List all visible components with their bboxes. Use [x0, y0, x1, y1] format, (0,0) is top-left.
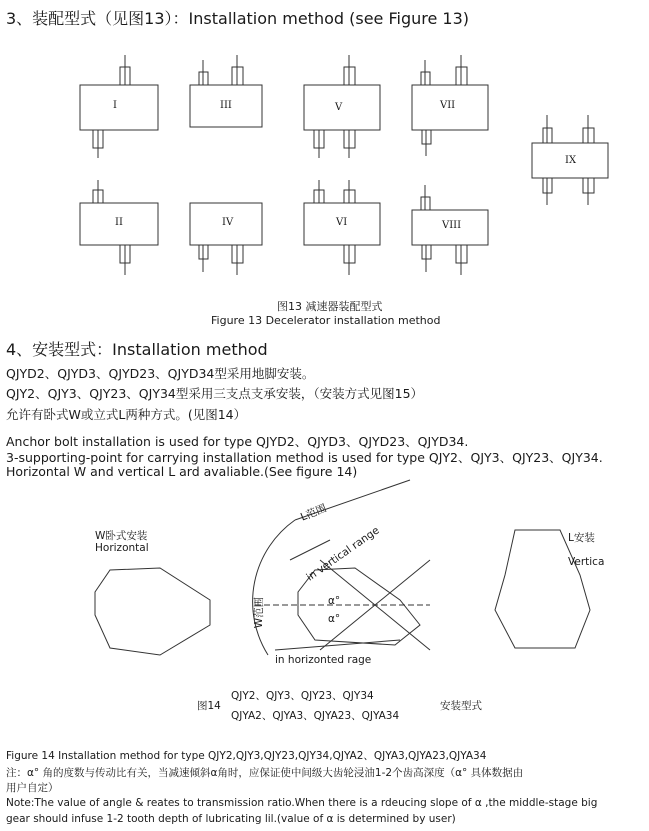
types-line-1: QJY2、QJY3、QJY23、QJY34 [231, 690, 374, 702]
cn-line-1: QJYD2、QJYD3、QJYD23、QJYD34型采用地脚安装。 [6, 366, 315, 381]
types-line-2: QJYA2、QJYA3、QJYA23、QJYA34 [231, 710, 400, 722]
label-IV: IV [222, 217, 234, 228]
label-VII: VII [440, 100, 456, 111]
vertical-range-label: in vertical range [304, 524, 382, 584]
label-VIII: VIII [442, 220, 462, 231]
label-III: III [220, 100, 232, 111]
en-line-1: Anchor bolt installation is used for type QJYD2、QJYD3、QJYD23、QJYD34. [6, 434, 469, 449]
figure-14-vertical-shape [495, 530, 590, 648]
config-III [190, 55, 262, 127]
en-line-3: Horizontal W and vertical L ard avaliable.(See figure 14) [6, 464, 358, 479]
install-type-label: 安装型式 [440, 700, 482, 712]
alpha-upper: α° [328, 595, 341, 607]
label-II: II [115, 217, 123, 228]
en-line-2: 3-supporting-point for carrying installation method is used for type QJY2、QJY3、QJY23、QJY34. [6, 450, 603, 465]
alpha-lower: α° [328, 613, 341, 625]
w-range-label: W范围 [253, 596, 266, 629]
l-range-label: L范围 [298, 502, 329, 524]
figure-14-horizontal-shape [95, 568, 210, 655]
figure-14-center-diagram [253, 480, 430, 655]
figure-14-caption: Figure 14 Installation method for type QJY2,QJY3,QJY23,QJY34,QJYA2、QJYA3,QJYA23,QJYA34 [6, 750, 487, 762]
label-I: I [113, 100, 117, 111]
label-VI: VI [336, 217, 348, 228]
note-cn-2: 用户自定） [6, 782, 59, 794]
w-label-cn: W卧式安装 [95, 530, 148, 542]
config-I [80, 55, 158, 158]
l-label-en: Vertica [568, 556, 605, 568]
label-IX: IX [565, 155, 577, 166]
cn-line-2: QJY2、QJY3、QJY23、QJY34型采用三支点支承安装，（安装方式见图15） [6, 386, 424, 401]
l-label-cn: L安装 [568, 532, 595, 544]
figure-13-caption-cn: 图13 减速器装配型式 [277, 300, 383, 313]
note-en-1: Note:The value of angle & reates to transmission ratio.When there is a rdeucing slope of α ,the middle-stage big [6, 797, 598, 809]
note-cn-1: 注：α° 角的度数与传动比有关，当减速倾斜α角时，应保证使中间级大齿轮浸油1-2个齿高深度（α° 具体数据由 [6, 767, 524, 779]
cn-line-3: 允许有卧式W或立式L两种方式。(见图14） [6, 407, 247, 422]
config-IV [190, 203, 262, 275]
figure-14-no: 图14 [197, 700, 221, 712]
figure-13-caption-en: Figure 13 Decelerator installation method [211, 314, 441, 327]
label-V: V [335, 102, 343, 113]
w-label-en: Horizontal [95, 542, 149, 554]
section-3-title: 3、装配型式（见图13）：Installation method (see Figure 13) [6, 9, 470, 28]
horizontal-range-label: in horizonted rage [275, 654, 372, 666]
note-en-2: gear should infuse 1-2 tooth depth of lubricating lil.(value of α is determined by user) [6, 813, 456, 825]
section-4-title: 4、安装型式：Installation method [6, 340, 268, 359]
